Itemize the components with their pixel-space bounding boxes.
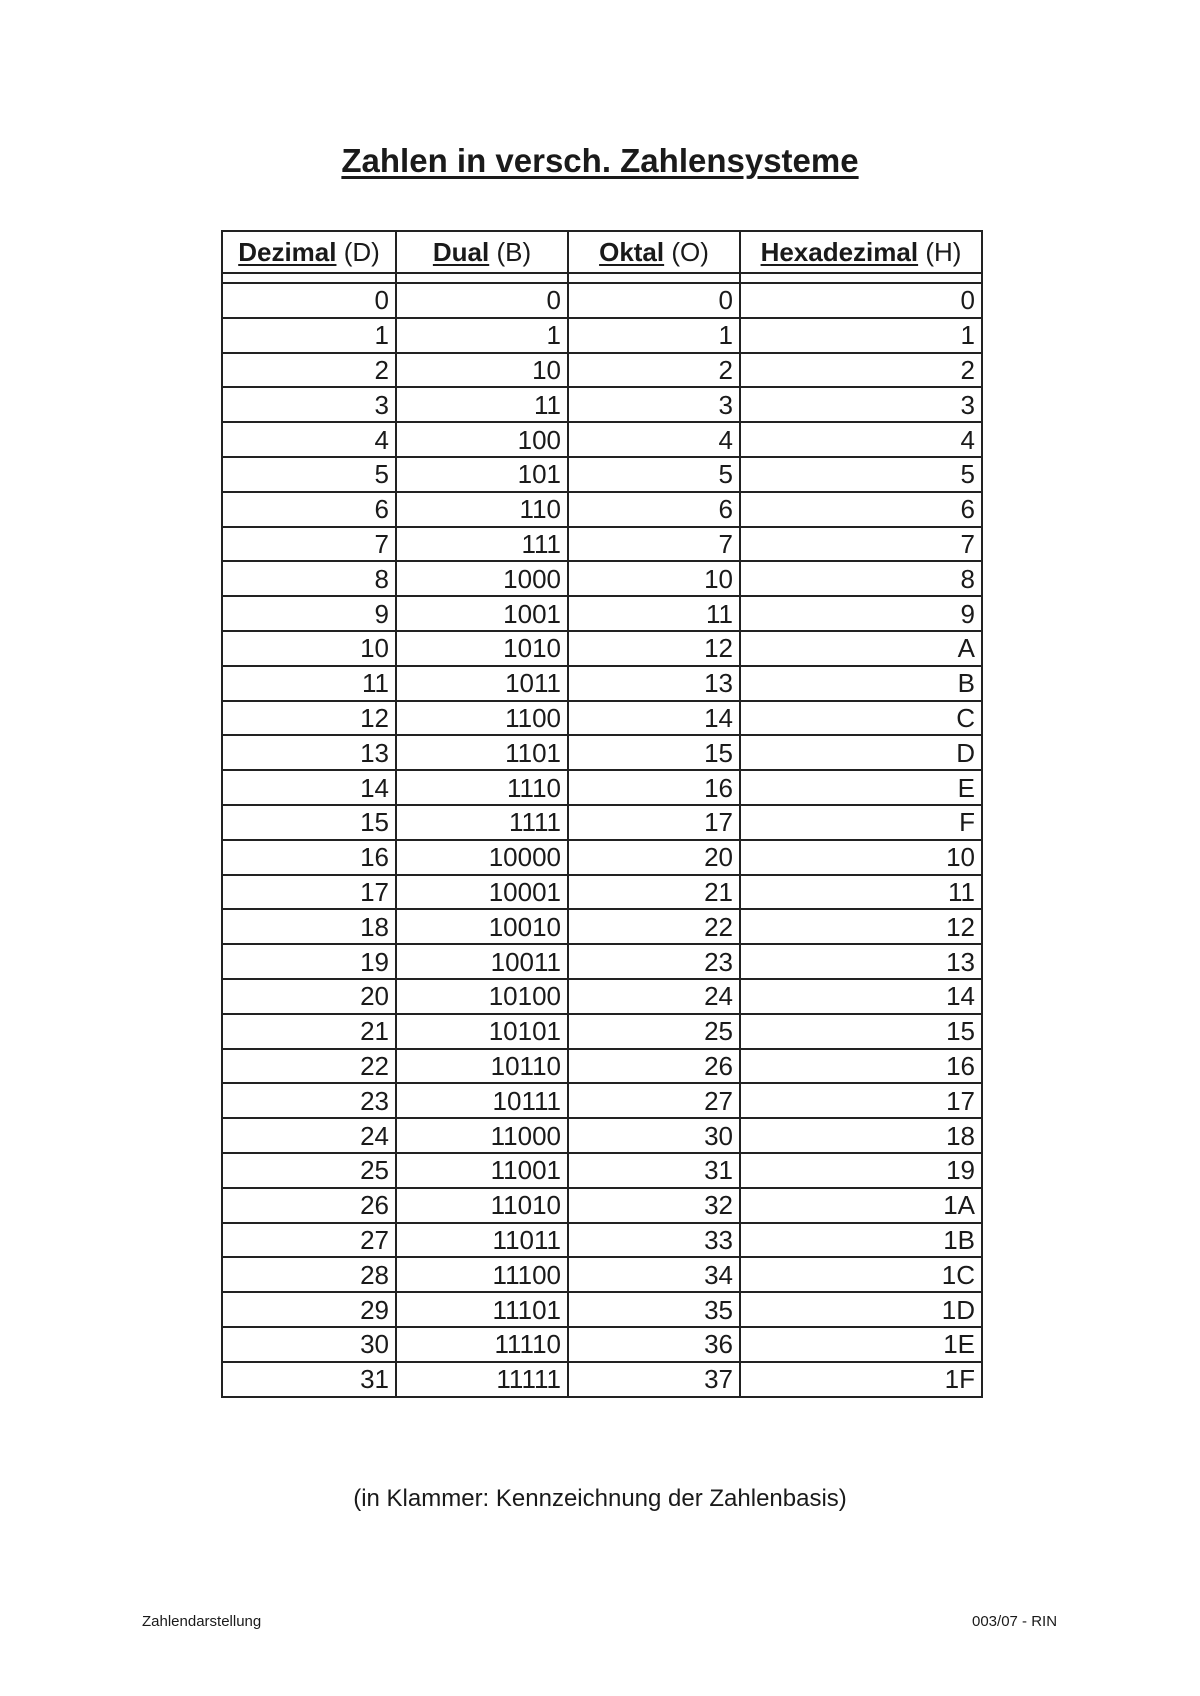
table-row <box>222 283 982 318</box>
dual-cell: 1001 <box>396 596 568 631</box>
hexadezimal-cell: 6 <box>740 492 982 527</box>
oktal-cell: 7 <box>568 527 740 562</box>
dual-cell: 1011 <box>396 666 568 701</box>
oktal-cell: 25 <box>568 1014 740 1049</box>
dual-cell: 111 <box>396 527 568 562</box>
oktal-cell: 4 <box>568 422 740 457</box>
dezimal-cell: 28 <box>222 1257 396 1292</box>
dezimal-cell: 18 <box>222 909 396 944</box>
column-suffix: (H) <box>918 236 962 267</box>
table-row <box>222 422 982 457</box>
column-name: Hexadezimal <box>760 236 919 267</box>
oktal-cell: 21 <box>568 875 740 910</box>
oktal-cell: 35 <box>568 1292 740 1327</box>
hexadezimal-cell: D <box>740 735 982 770</box>
hexadezimal-cell: A <box>740 631 982 666</box>
dual-cell: 11 <box>396 387 568 422</box>
column-header-dezimal <box>222 231 396 273</box>
hexadezimal-cell: B <box>740 666 982 701</box>
hexadezimal-cell: 7 <box>740 527 982 562</box>
column-header-hexadezimal <box>740 231 982 273</box>
spacer-cell <box>740 273 982 283</box>
dual-cell: 11001 <box>396 1153 568 1188</box>
oktal-cell: 26 <box>568 1049 740 1084</box>
oktal-cell: 14 <box>568 701 740 736</box>
column-suffix: (B) <box>489 236 532 267</box>
dezimal-cell: 3 <box>222 387 396 422</box>
hexadezimal-cell: 0 <box>740 283 982 318</box>
dezimal-cell: 26 <box>222 1188 396 1223</box>
dual-cell: 11000 <box>396 1118 568 1153</box>
dual-cell: 1101 <box>396 735 568 770</box>
dual-cell: 11101 <box>396 1292 568 1327</box>
oktal-cell: 5 <box>568 457 740 492</box>
dezimal-cell: 25 <box>222 1153 396 1188</box>
dezimal-cell: 2 <box>222 353 396 388</box>
dual-cell: 1110 <box>396 770 568 805</box>
dual-cell: 11111 <box>396 1362 568 1397</box>
column-name: Oktal <box>599 236 665 267</box>
column-header-dual <box>396 231 568 273</box>
table-row <box>222 1049 982 1084</box>
dezimal-cell: 6 <box>222 492 396 527</box>
dual-cell: 1010 <box>396 631 568 666</box>
table-row <box>222 596 982 631</box>
dual-cell: 10010 <box>396 909 568 944</box>
dezimal-cell: 23 <box>222 1083 396 1118</box>
dezimal-cell: 9 <box>222 596 396 631</box>
table-row <box>222 666 982 701</box>
dezimal-cell: 29 <box>222 1292 396 1327</box>
conversion-table <box>221 230 983 1398</box>
hexadezimal-cell: 1E <box>740 1327 982 1362</box>
hexadezimal-cell: 18 <box>740 1118 982 1153</box>
hexadezimal-cell: F <box>740 805 982 840</box>
footer-right: 003/07 - RIN <box>972 1613 1058 1630</box>
dezimal-cell: 30 <box>222 1327 396 1362</box>
dezimal-cell: 20 <box>222 979 396 1014</box>
table-row <box>222 1188 982 1223</box>
dual-cell: 11100 <box>396 1257 568 1292</box>
table-row <box>222 909 982 944</box>
table-row <box>222 527 982 562</box>
dezimal-cell: 1 <box>222 318 396 353</box>
oktal-cell: 2 <box>568 353 740 388</box>
hexadezimal-cell: 14 <box>740 979 982 1014</box>
oktal-cell: 27 <box>568 1083 740 1118</box>
dezimal-cell: 11 <box>222 666 396 701</box>
hexadezimal-cell: 12 <box>740 909 982 944</box>
table-row <box>222 1083 982 1118</box>
table-row <box>222 701 982 736</box>
dual-cell: 11110 <box>396 1327 568 1362</box>
hexadezimal-cell: 2 <box>740 353 982 388</box>
dezimal-cell: 16 <box>222 840 396 875</box>
oktal-cell: 12 <box>568 631 740 666</box>
oktal-cell: 22 <box>568 909 740 944</box>
footnote: (in Klammer: Kennzeichnung der Zahlenbasis) <box>353 1485 847 1512</box>
table-row <box>222 805 982 840</box>
dual-cell: 10 <box>396 353 568 388</box>
dezimal-cell: 17 <box>222 875 396 910</box>
dual-cell: 11011 <box>396 1223 568 1258</box>
dual-cell: 1111 <box>396 805 568 840</box>
dual-cell: 1100 <box>396 701 568 736</box>
table-row <box>222 1257 982 1292</box>
table-row <box>222 770 982 805</box>
oktal-cell: 30 <box>568 1118 740 1153</box>
oktal-cell: 6 <box>568 492 740 527</box>
hexadezimal-cell: 10 <box>740 840 982 875</box>
hexadezimal-cell: 9 <box>740 596 982 631</box>
hexadezimal-cell: 1D <box>740 1292 982 1327</box>
dezimal-cell: 0 <box>222 283 396 318</box>
header-spacer-row <box>222 273 982 283</box>
dual-cell: 1 <box>396 318 568 353</box>
dezimal-cell: 22 <box>222 1049 396 1084</box>
dual-cell: 10100 <box>396 979 568 1014</box>
table-row <box>222 1014 982 1049</box>
dual-cell: 1000 <box>396 561 568 596</box>
oktal-cell: 3 <box>568 387 740 422</box>
oktal-cell: 36 <box>568 1327 740 1362</box>
dezimal-cell: 4 <box>222 422 396 457</box>
dezimal-cell: 8 <box>222 561 396 596</box>
oktal-cell: 33 <box>568 1223 740 1258</box>
oktal-cell: 34 <box>568 1257 740 1292</box>
dual-cell: 10011 <box>396 944 568 979</box>
hexadezimal-cell: 16 <box>740 1049 982 1084</box>
table-row <box>222 318 982 353</box>
table-row <box>222 1153 982 1188</box>
oktal-cell: 15 <box>568 735 740 770</box>
table-row <box>222 1223 982 1258</box>
hexadezimal-cell: 19 <box>740 1153 982 1188</box>
dezimal-cell: 21 <box>222 1014 396 1049</box>
table-row <box>222 387 982 422</box>
dezimal-cell: 27 <box>222 1223 396 1258</box>
dual-cell: 10110 <box>396 1049 568 1084</box>
table-body <box>222 283 982 1397</box>
dezimal-cell: 5 <box>222 457 396 492</box>
oktal-cell: 0 <box>568 283 740 318</box>
hexadezimal-cell: 11 <box>740 875 982 910</box>
column-header-oktal <box>568 231 740 273</box>
table-row <box>222 631 982 666</box>
oktal-cell: 23 <box>568 944 740 979</box>
hexadezimal-cell: 4 <box>740 422 982 457</box>
dual-cell: 10001 <box>396 875 568 910</box>
dezimal-cell: 12 <box>222 701 396 736</box>
column-suffix: (O) <box>664 236 709 267</box>
oktal-cell: 31 <box>568 1153 740 1188</box>
hexadezimal-cell: C <box>740 701 982 736</box>
table-row <box>222 1362 982 1397</box>
table-row <box>222 944 982 979</box>
hexadezimal-cell: 1C <box>740 1257 982 1292</box>
hexadezimal-cell: E <box>740 770 982 805</box>
oktal-cell: 10 <box>568 561 740 596</box>
hexadezimal-cell: 5 <box>740 457 982 492</box>
dual-cell: 110 <box>396 492 568 527</box>
column-name: Dual <box>432 236 490 267</box>
table-row <box>222 875 982 910</box>
dezimal-cell: 24 <box>222 1118 396 1153</box>
column-suffix: (D) <box>336 236 380 267</box>
hexadezimal-cell: 17 <box>740 1083 982 1118</box>
dezimal-cell: 7 <box>222 527 396 562</box>
footer-left: Zahlendarstellung <box>142 1613 262 1630</box>
dezimal-cell: 31 <box>222 1362 396 1397</box>
dual-cell: 10101 <box>396 1014 568 1049</box>
table-row <box>222 492 982 527</box>
table-row <box>222 1327 982 1362</box>
dual-cell: 10000 <box>396 840 568 875</box>
oktal-cell: 17 <box>568 805 740 840</box>
dezimal-cell: 15 <box>222 805 396 840</box>
dezimal-cell: 13 <box>222 735 396 770</box>
spacer-cell <box>222 273 396 283</box>
oktal-cell: 11 <box>568 596 740 631</box>
dual-cell: 11010 <box>396 1188 568 1223</box>
hexadezimal-cell: 8 <box>740 561 982 596</box>
dezimal-cell: 10 <box>222 631 396 666</box>
dezimal-cell: 14 <box>222 770 396 805</box>
spacer-cell <box>396 273 568 283</box>
hexadezimal-cell: 1B <box>740 1223 982 1258</box>
oktal-cell: 24 <box>568 979 740 1014</box>
column-name: Dezimal <box>238 236 337 267</box>
oktal-cell: 13 <box>568 666 740 701</box>
hexadezimal-cell: 3 <box>740 387 982 422</box>
table-row <box>222 353 982 388</box>
oktal-cell: 20 <box>568 840 740 875</box>
dezimal-cell: 19 <box>222 944 396 979</box>
hexadezimal-cell: 15 <box>740 1014 982 1049</box>
table-row <box>222 735 982 770</box>
dual-cell: 0 <box>396 283 568 318</box>
oktal-cell: 37 <box>568 1362 740 1397</box>
oktal-cell: 16 <box>568 770 740 805</box>
hexadezimal-cell: 1A <box>740 1188 982 1223</box>
dual-cell: 101 <box>396 457 568 492</box>
table-row <box>222 1118 982 1153</box>
table-row <box>222 979 982 1014</box>
table-row <box>222 561 982 596</box>
table-row <box>222 457 982 492</box>
dual-cell: 100 <box>396 422 568 457</box>
dual-cell: 10111 <box>396 1083 568 1118</box>
oktal-cell: 1 <box>568 318 740 353</box>
table-row <box>222 840 982 875</box>
oktal-cell: 32 <box>568 1188 740 1223</box>
hexadezimal-cell: 13 <box>740 944 982 979</box>
table-row <box>222 1292 982 1327</box>
header-row <box>222 231 982 273</box>
page-title: Zahlen in versch. Zahlensysteme <box>341 142 859 179</box>
hexadezimal-cell: 1F <box>740 1362 982 1397</box>
hexadezimal-cell: 1 <box>740 318 982 353</box>
spacer-cell <box>568 273 740 283</box>
